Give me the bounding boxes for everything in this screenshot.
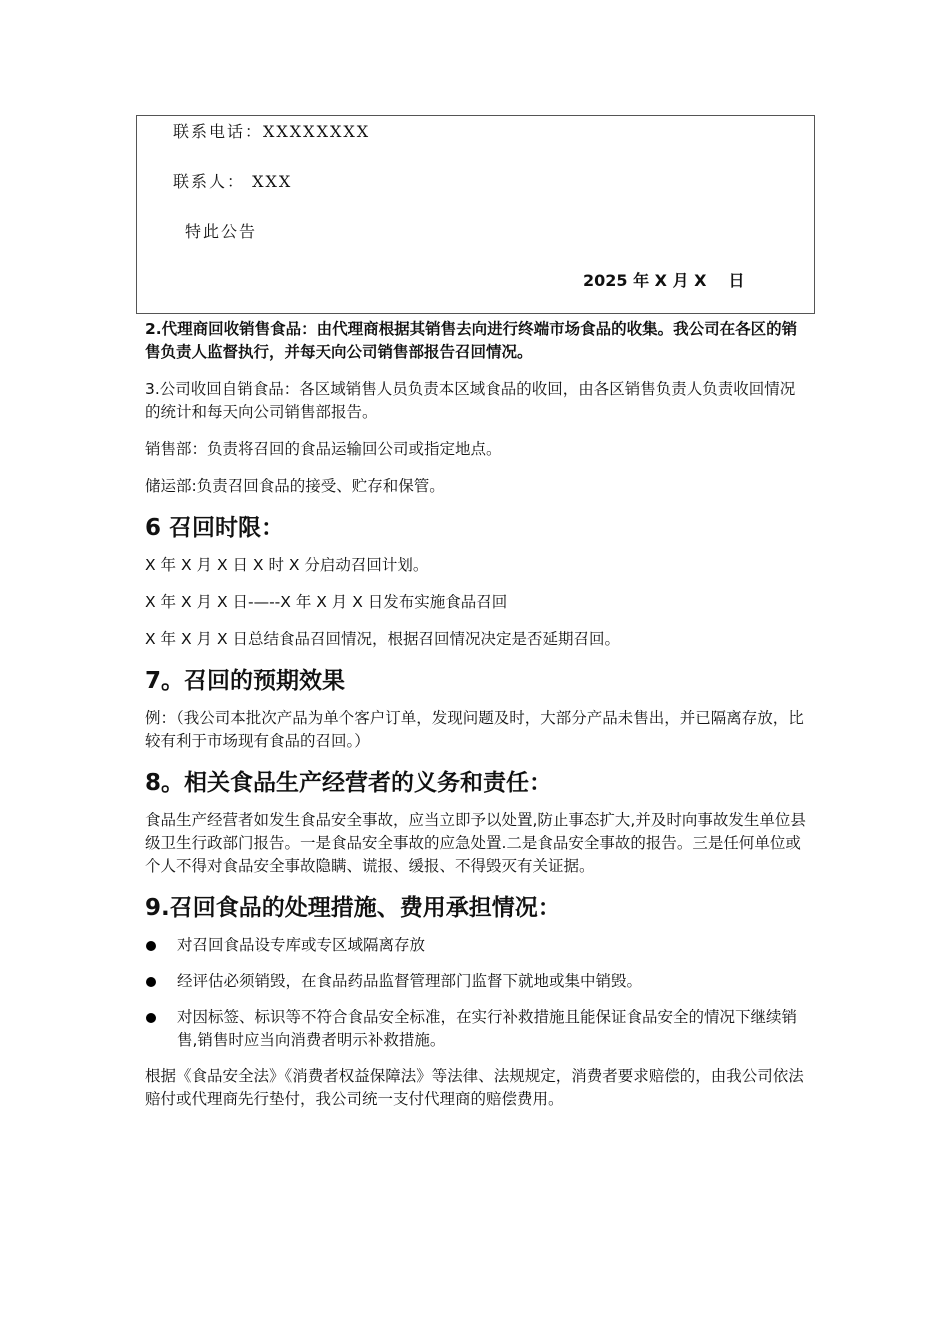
section-9-bullet-list — [145, 934, 810, 1052]
announcement-closing: 特此公告 — [185, 222, 258, 241]
section-6-line: X 年 X 月 X 日 X 时 X 分启动召回计划。 — [145, 556, 429, 574]
paragraph-self-recall: 3.公司收回自销食品：各区域销售人员负责本区域食品的收回，由各区销售负责人负责收回情况的统计和每天向公司销售部报告。 — [145, 380, 796, 421]
list-item — [145, 970, 810, 993]
section-7-heading: 7。召回的预期效果 — [145, 668, 346, 694]
paragraph-storage-dept: 储运部:负责召回食品的接受、贮存和保管。 — [145, 477, 445, 495]
document-body — [145, 318, 810, 1125]
list-item-text: 经评估必须销毁，在食品药品监督管理部门监督下就地或集中销毁。 — [177, 972, 643, 990]
contact-phone: 联系电话：XXXXXXXX — [173, 122, 371, 141]
bullet-dot-icon — [146, 1013, 156, 1023]
section-7-text: 例：（我公司本批次产品为单个客户订单，发现问题及时，大部分产品未售出，并已隔离存放，比较有利于市场现有食品的召回。） — [145, 709, 804, 750]
section-8-text: 食品生产经营者如发生食品安全事故，应当立即予以处置,防止事态扩大,并及时向事故发生单位县级卫生行政部门报告。一是食品安全事故的应急处置.二是食品安全事故的报告。三是任何单位或个人不得对食品安全事故隐瞒、谎报、缓报、不得毁灭有关证据。 — [145, 811, 806, 875]
list-item-text: 对召回食品设专库或专区域隔离存放 — [177, 936, 426, 954]
bullet-dot-icon — [146, 941, 156, 951]
notice-date-main: 2025 年 X 月 X — [583, 271, 707, 290]
notice-box — [136, 115, 815, 314]
paragraph-sales-dept: 销售部：负责将召回的食品运输回公司或指定地点。 — [145, 440, 502, 458]
section-6-line: X 年 X 月 X 日总结食品召回情况，根据召回情况决定是否延期召回。 — [145, 630, 620, 648]
notice-date — [583, 268, 745, 291]
section-9-heading: 9.召回食品的处理措施、费用承担情况： — [145, 895, 561, 921]
notice-date-day: 日 — [728, 271, 745, 290]
list-item — [145, 1006, 810, 1052]
list-item-text: 对因标签、标识等不符合食品安全标准，在实行补救措施且能保证食品安全的情况下继续销售,销售时应当向消费者明示补救措施。 — [177, 1008, 798, 1049]
section-6-heading: 6 召回时限： — [145, 515, 285, 541]
contact-person: 联系人： XXX — [173, 172, 293, 191]
section-6-line: X 年 X 月 X 日-—--X 年 X 月 X 日发布实施食品召回 — [145, 593, 508, 611]
section-9-closing: 根据《食品安全法》《消费者权益保障法》等法律、法规规定，消费者要求赔偿的，由我公司依法赔付或代理商先行垫付，我公司统一支付代理商的赔偿费用。 — [145, 1067, 804, 1108]
bullet-dot-icon — [146, 977, 156, 987]
list-item — [145, 934, 810, 957]
section-8-heading: 8。相关食品生产经营者的义务和责任： — [145, 770, 553, 796]
paragraph-agent-recall: 2.代理商回收销售食品：由代理商根据其销售去向进行终端市场食品的收集。我公司在各区的销售负责人监督执行，并每天向公司销售部报告召回情况。 — [145, 320, 798, 361]
